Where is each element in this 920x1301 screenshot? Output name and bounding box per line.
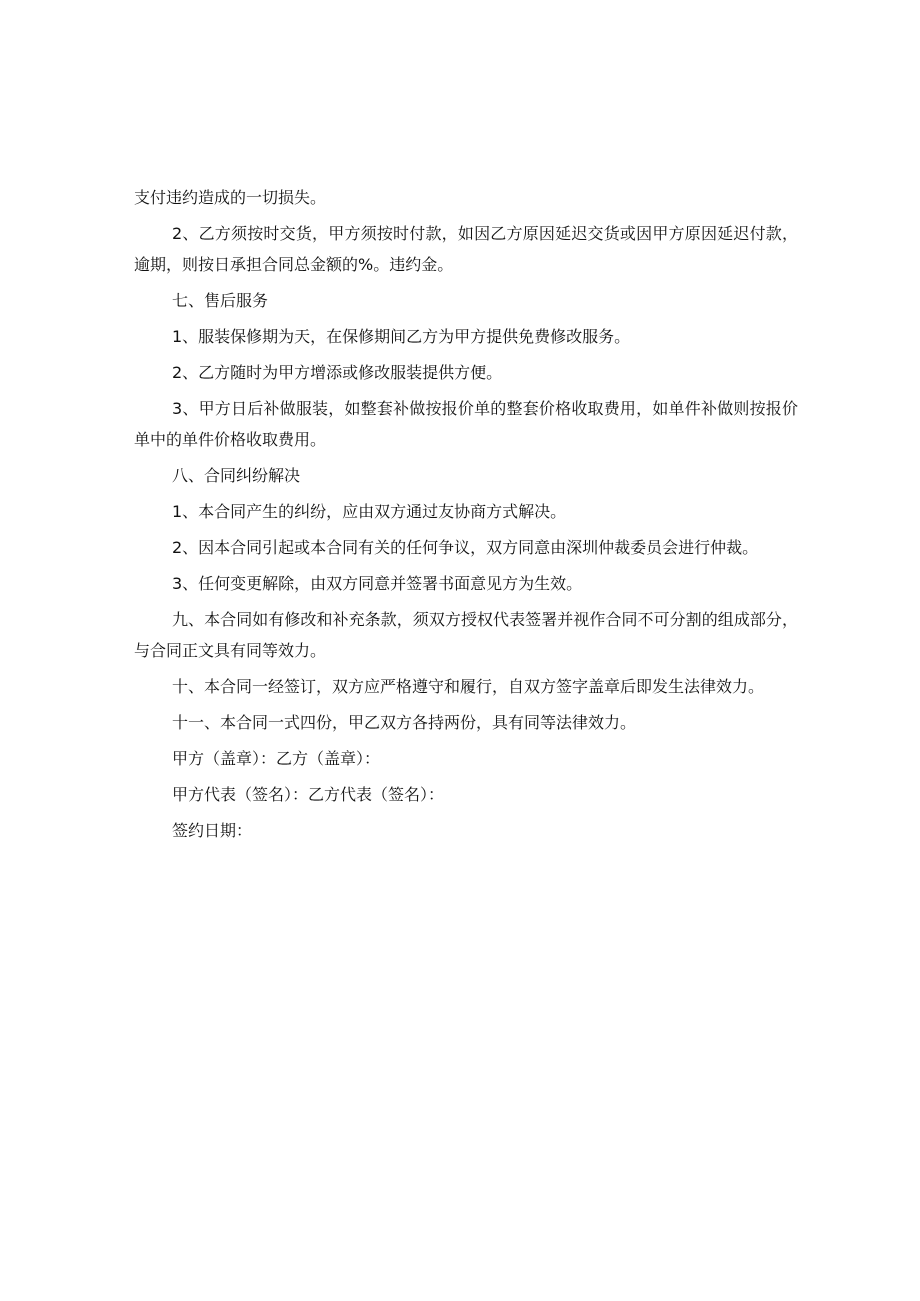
section-eleven: 十一、本合同一式四份，甲乙双方各持两份，具有同等法律效力。 bbox=[172, 713, 637, 732]
paragraph-continuation: 支付违约造成的一切损失。 bbox=[134, 188, 327, 207]
paragraph-arbitration: 2、因本合同引起或本合同有关的任何争议，双方同意由深圳仲裁委员会进行仲裁。 bbox=[172, 538, 759, 557]
paragraph-reorder-pricing: 3、甲方日后补做服装，如整套补做按报价单的整套价格收取费用，如单件补做则按报价单中的单件价格收取费用。 bbox=[134, 399, 798, 449]
paragraph-negotiation: 1、本合同产生的纠纷，应由双方通过友协商方式解决。 bbox=[172, 502, 567, 521]
signing-date-line: 签约日期： bbox=[172, 821, 253, 840]
document-body bbox=[134, 182, 798, 851]
section-ten: 十、本合同一经签订，双方应严格遵守和履行，自双方签字盖章后即发生法律效力。 bbox=[172, 677, 765, 696]
section-nine: 九、本合同如有修改和补充条款，须双方授权代表签署并视作合同不可分割的组成部分，与合同正文具有同等效力。 bbox=[134, 610, 798, 660]
paragraph-delivery-penalty: 2、乙方须按时交货，甲方须按时付款，如因乙方原因延迟交货或因甲方原因延迟付款，逾期，则按日承担合同总金额的%。违约金。 bbox=[134, 224, 798, 274]
paragraph-warranty: 1、服装保修期为天，在保修期间乙方为甲方提供免费修改服务。 bbox=[172, 327, 631, 346]
section-heading-disputes: 八、合同纠纷解决 bbox=[172, 466, 301, 485]
section-heading-after-sales: 七、售后服务 bbox=[172, 291, 269, 310]
paragraph-modification: 2、乙方随时为甲方增添或修改服装提供方便。 bbox=[172, 363, 503, 382]
signature-seal-line: 甲方（盖章）：乙方（盖章）： bbox=[172, 749, 381, 768]
paragraph-amendment-effect: 3、任何变更解除，由双方同意并签署书面意见方为生效。 bbox=[172, 574, 583, 593]
signature-representative-line: 甲方代表（签名）：乙方代表（签名）： bbox=[172, 785, 445, 804]
